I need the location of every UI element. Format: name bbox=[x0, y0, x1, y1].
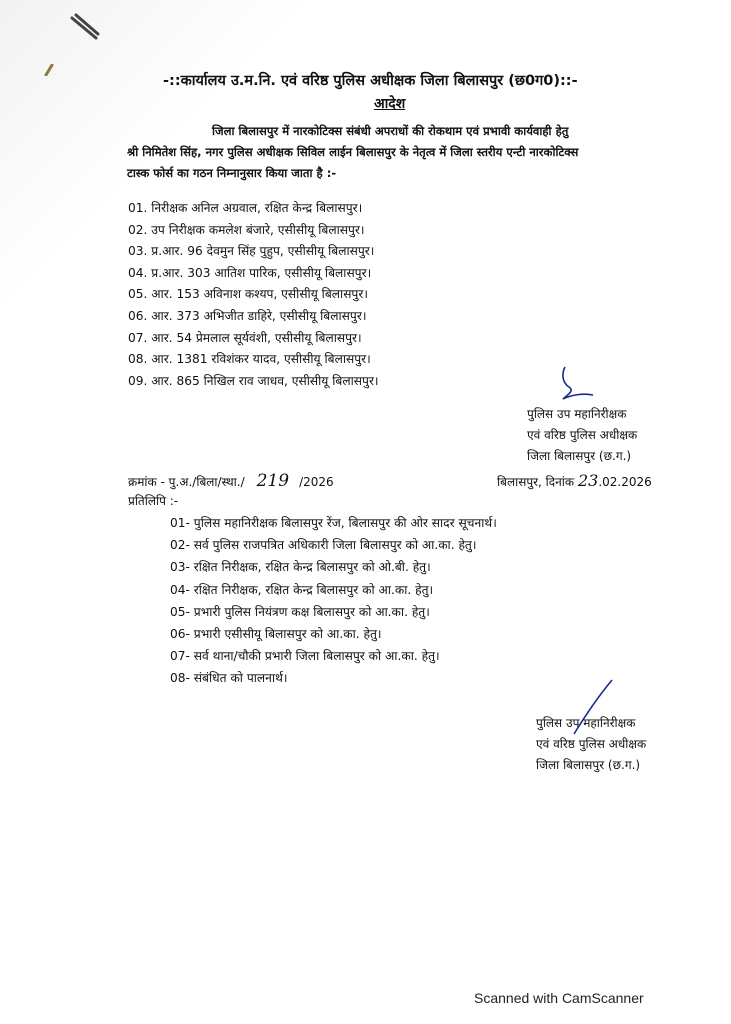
copy-item: 04- रक्षित निरीक्षक, रक्षित केन्द्र बिलासपुर को आ.का. हेतु। bbox=[170, 582, 434, 597]
copy-item: 07- सर्व थाना/चौकी प्रभारी जिला बिलासपुर को आ.का. हेतु। bbox=[170, 649, 440, 664]
copy-item: 06- प्रभारी एसीसीयू बिलासपुर को आ.का. हेतु। bbox=[170, 627, 382, 642]
copy-item: 08- संबंधित को पालनार्थ। bbox=[170, 671, 288, 686]
dispatch-handwritten-number: 219 bbox=[256, 471, 290, 491]
signature-block-1 bbox=[527, 404, 637, 467]
date-suffix: .02.2026 bbox=[598, 475, 652, 489]
copy-item: 05- प्रभारी पुलिस नियंत्रण कक्ष बिलासपुर को आ.का. हेतु। bbox=[170, 604, 430, 619]
signature-block-2 bbox=[536, 713, 646, 776]
office-title: -::कार्यालय उ.म.नि. एवं वरिष्ठ पुलिस अधीक्षक जिला बिलासपुर (छ0ग0)::- bbox=[163, 73, 578, 89]
dispatch-number bbox=[128, 471, 334, 491]
signature-designation: एवं वरिष्ठ पुलिस अधीक्षक bbox=[527, 428, 638, 442]
copy-item: 01- पुलिस महानिरीक्षक बिलासपुर रेंज, बिलासपुर की ओर सादर सूचनार्थ। bbox=[170, 516, 497, 530]
signature-designation: पुलिस उप महानिरीक्षक bbox=[527, 407, 627, 421]
dispatch-year: /2026 bbox=[299, 475, 334, 489]
paper-clip-icon bbox=[68, 12, 102, 44]
member-item: 08. आर. 1381 रविशंकर यादव, एसीसीयू बिलासपुर। bbox=[128, 352, 371, 367]
member-item: 07. आर. 54 प्रेमलाल सूर्यवंशी, एसीसीयू बिलासपुर। bbox=[128, 330, 362, 345]
member-item: 09. आर. 865 निखिल राव जाधव, एसीसीयू बिलासपुर। bbox=[128, 373, 379, 388]
order-title: आदेश bbox=[374, 96, 406, 112]
date-handwritten-day: 23 bbox=[577, 471, 599, 490]
date-prefix: बिलासपुर, दिनांक bbox=[497, 475, 575, 489]
intro-line-3: टास्क फोर्स का गठन निम्नानुसार किया जाता है :- bbox=[127, 166, 337, 180]
scanner-watermark: Scanned with CamScanner bbox=[474, 990, 644, 1006]
member-item: 01. निरीक्षक अनिल अग्रवाल, रक्षित केन्द्र बिलासपुर। bbox=[128, 201, 363, 215]
member-item: 02. उप निरीक्षक कमलेश बंजारे, एसीसीयू बिलासपुर। bbox=[128, 222, 365, 237]
member-item: 05. आर. 153 अविनाश कश्यप, एसीसीयू बिलासपुर। bbox=[128, 287, 368, 302]
member-item: 06. आर. 373 अभिजीत डाहिरे, एसीसीयू बिलासपुर। bbox=[128, 308, 367, 323]
date-line bbox=[497, 471, 652, 490]
signature-location: जिला बिलासपुर (छ.ग.) bbox=[536, 758, 641, 772]
copy-distribution-list bbox=[170, 512, 497, 690]
member-item: 03. प्र.आर. 96 देवमुन सिंह पुहुप, एसीसीयू बिलासपुर। bbox=[128, 244, 375, 259]
staple-pin-icon bbox=[44, 64, 54, 76]
signature-designation: एवं वरिष्ठ पुलिस अधीक्षक bbox=[536, 737, 647, 751]
intro-line-1: जिला बिलासपुर में नारकोटिक्स संबंधी अपराधों की रोकथाम एवं प्रभावी कार्यवाही हेतु bbox=[212, 124, 569, 138]
intro-line-2: श्री निमितेश सिंह, नगर पुलिस अधीक्षक सिविल लाईन बिलासपुर के नेतृत्व में जिला स्तरीय एन्टी नारकोटिक्स bbox=[127, 145, 579, 159]
copy-label: प्रतिलिपि :- bbox=[128, 494, 179, 508]
copy-item: 02- सर्व पुलिस राजपत्रित अधिकारी जिला बिलासपुर को आ.का. हेतु। bbox=[170, 538, 477, 553]
signature-designation: पुलिस उप महानिरीक्षक bbox=[536, 716, 636, 730]
copy-item: 03- रक्षित निरीक्षक, रक्षित केन्द्र बिलासपुर को ओ.बी. हेतु। bbox=[170, 560, 431, 575]
task-force-member-list bbox=[128, 198, 379, 392]
member-item: 04. प्र.आर. 303 आतिश पारिक, एसीसीयू बिलासपुर। bbox=[128, 265, 372, 280]
dispatch-prefix: क्रमांक - पु.अ./बिला/स्था./ bbox=[128, 475, 245, 489]
handwritten-initial-icon bbox=[557, 365, 597, 405]
signature-location: जिला बिलासपुर (छ.ग.) bbox=[527, 449, 632, 463]
